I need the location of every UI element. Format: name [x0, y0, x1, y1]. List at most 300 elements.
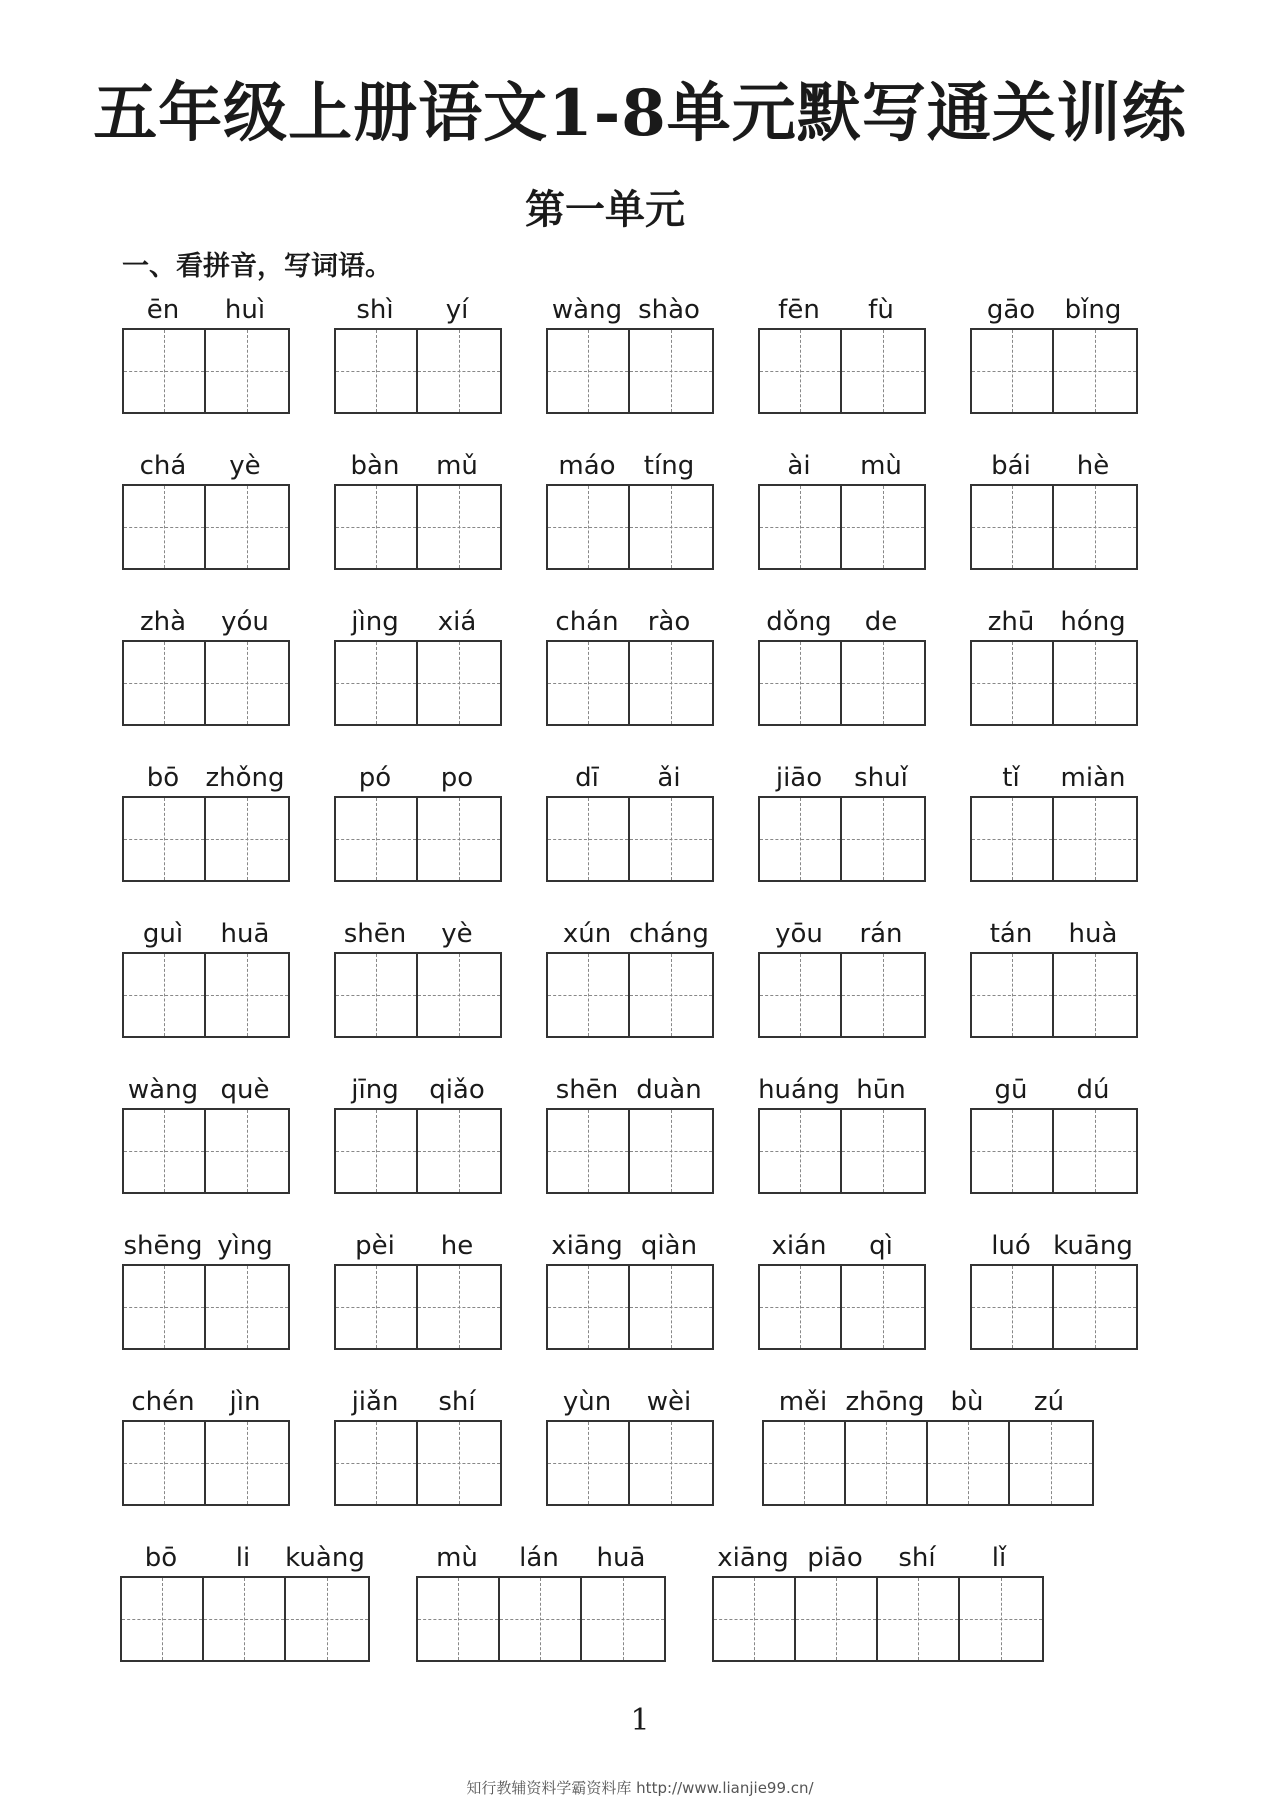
pinyin-syllable: měi: [778, 1387, 828, 1417]
writing-grid: [970, 952, 1138, 1038]
writing-cell[interactable]: [336, 1422, 418, 1504]
pinyin-row: [334, 1228, 498, 1264]
writing-grid: [970, 484, 1138, 570]
pinyin-row: [546, 448, 710, 484]
writing-grid: [546, 640, 714, 726]
pinyin-syllable: rán: [859, 919, 903, 949]
word-item: [546, 1072, 710, 1108]
writing-cell[interactable]: [1054, 1110, 1136, 1192]
writing-cell[interactable]: [1054, 954, 1136, 1036]
pinyin-syllable: pó: [358, 763, 392, 793]
pinyin-row: [334, 448, 498, 484]
pinyin-syllable: ǎi: [657, 763, 681, 793]
writing-cell[interactable]: [124, 798, 206, 880]
writing-cell[interactable]: [206, 954, 288, 1036]
writing-grid: [712, 1576, 1044, 1662]
writing-cell[interactable]: [418, 1422, 500, 1504]
writing-cell[interactable]: [796, 1578, 878, 1660]
pinyin-syllable: fù: [868, 295, 894, 325]
writing-grid: [758, 796, 926, 882]
pinyin-syllable: máo: [558, 451, 616, 481]
writing-cell[interactable]: [842, 486, 924, 568]
word-item: [546, 1384, 710, 1420]
writing-cell[interactable]: [206, 1110, 288, 1192]
pinyin-syllable: bǐng: [1064, 295, 1122, 325]
pinyin-syllable: zú: [1033, 1387, 1065, 1417]
pinyin-row: [970, 1072, 1134, 1108]
word-item: [970, 448, 1134, 484]
pinyin-syllable: wàng: [551, 295, 623, 325]
writing-grid: [546, 1108, 714, 1194]
pinyin-row: [970, 292, 1134, 328]
writing-cell[interactable]: [548, 954, 630, 1036]
pinyin-syllable: xiāng: [717, 1543, 789, 1573]
pinyin-syllable: shì: [356, 295, 394, 325]
writing-cell[interactable]: [204, 1578, 286, 1660]
word-item: [758, 760, 922, 796]
writing-cell[interactable]: [336, 798, 418, 880]
writing-cell[interactable]: [714, 1578, 796, 1660]
writing-cell[interactable]: [630, 1110, 712, 1192]
word-item: [334, 916, 498, 952]
writing-cell[interactable]: [842, 642, 924, 724]
writing-cell[interactable]: [842, 798, 924, 880]
word-item: [122, 1072, 286, 1108]
writing-grid: [546, 1420, 714, 1506]
writing-cell[interactable]: [972, 642, 1054, 724]
word-item: [546, 1228, 710, 1264]
pinyin-row: [334, 292, 498, 328]
pinyin-syllable: bái: [991, 451, 1031, 481]
pinyin-syllable: dī: [575, 763, 599, 793]
writing-cell[interactable]: [972, 1266, 1054, 1348]
pinyin-syllable: kuāng: [1053, 1231, 1133, 1261]
pinyin-syllable: luó: [991, 1231, 1031, 1261]
pinyin-row: [122, 1072, 286, 1108]
writing-cell[interactable]: [760, 642, 842, 724]
writing-cell[interactable]: [418, 1578, 500, 1660]
writing-cell[interactable]: [418, 642, 500, 724]
pinyin-syllable: jiǎn: [351, 1387, 399, 1417]
pinyin-syllable: zhū: [987, 607, 1035, 637]
writing-cell[interactable]: [124, 954, 206, 1036]
writing-cell[interactable]: [206, 486, 288, 568]
writing-grid: [122, 1264, 290, 1350]
pinyin-row: [758, 604, 922, 640]
pinyin-syllable: mù: [436, 1543, 478, 1573]
pinyin-row: [122, 760, 286, 796]
writing-cell[interactable]: [206, 798, 288, 880]
writing-grid: [970, 640, 1138, 726]
word-item: [416, 1540, 662, 1576]
pinyin-row: [122, 448, 286, 484]
writing-grid: [970, 1264, 1138, 1350]
pinyin-row: [546, 604, 710, 640]
word-item: [712, 1540, 1040, 1576]
writing-cell[interactable]: [878, 1578, 960, 1660]
writing-cell[interactable]: [1054, 486, 1136, 568]
pinyin-syllable: cháng: [629, 919, 709, 949]
word-item: [122, 1384, 286, 1420]
word-item: [758, 448, 922, 484]
writing-cell[interactable]: [630, 1422, 712, 1504]
pinyin-syllable: jìn: [229, 1387, 261, 1417]
pinyin-syllable: zhōng: [845, 1387, 925, 1417]
pinyin-row: [758, 916, 922, 952]
word-item: [546, 448, 710, 484]
writing-cell[interactable]: [842, 1110, 924, 1192]
pinyin-syllable: bàn: [350, 451, 400, 481]
writing-grid: [334, 796, 502, 882]
pinyin-syllable: shuǐ: [854, 763, 908, 793]
pinyin-syllable: duàn: [636, 1075, 702, 1105]
word-item: [122, 604, 286, 640]
pinyin-row: [120, 1540, 366, 1576]
pinyin-syllable: hóng: [1060, 607, 1126, 637]
writing-grid: [970, 796, 1138, 882]
pinyin-syllable: bù: [950, 1387, 984, 1417]
word-item: [546, 292, 710, 328]
writing-cell[interactable]: [972, 1110, 1054, 1192]
writing-grid: [416, 1576, 666, 1662]
writing-cell[interactable]: [842, 954, 924, 1036]
pinyin-row: [334, 760, 498, 796]
pinyin-syllable: yè: [229, 451, 261, 481]
writing-cell[interactable]: [760, 486, 842, 568]
writing-cell[interactable]: [846, 1422, 928, 1504]
pinyin-row: [122, 916, 286, 952]
writing-cell[interactable]: [206, 1422, 288, 1504]
word-item: [120, 1540, 366, 1576]
writing-cell[interactable]: [124, 1422, 206, 1504]
pinyin-syllable: yìng: [217, 1231, 273, 1261]
pinyin-syllable: hūn: [856, 1075, 906, 1105]
writing-cell[interactable]: [582, 1578, 664, 1660]
pinyin-row: [546, 1384, 710, 1420]
writing-grid: [758, 1108, 926, 1194]
word-item: [546, 760, 710, 796]
pinyin-syllable: miàn: [1060, 763, 1126, 793]
pinyin-syllable: wèi: [646, 1387, 692, 1417]
writing-grid: [122, 484, 290, 570]
word-item: [970, 1228, 1134, 1264]
writing-cell[interactable]: [418, 1266, 500, 1348]
word-item: [758, 916, 922, 952]
writing-cell[interactable]: [336, 1266, 418, 1348]
writing-cell[interactable]: [336, 486, 418, 568]
pinyin-syllable: chán: [555, 607, 619, 637]
writing-cell[interactable]: [842, 330, 924, 412]
writing-cell[interactable]: [842, 1266, 924, 1348]
word-item: [970, 292, 1134, 328]
writing-grid: [546, 952, 714, 1038]
pinyin-syllable: li: [235, 1543, 251, 1573]
pinyin-row: [758, 760, 922, 796]
writing-grid: [758, 484, 926, 570]
pinyin-syllable: zhǒng: [205, 763, 285, 793]
pinyin-syllable: tíng: [643, 451, 695, 481]
writing-cell[interactable]: [548, 642, 630, 724]
pinyin-syllable: he: [440, 1231, 474, 1261]
writing-cell[interactable]: [1054, 642, 1136, 724]
pinyin-syllable: yóu: [221, 607, 269, 637]
pinyin-row: [758, 1228, 922, 1264]
writing-cell[interactable]: [286, 1578, 368, 1660]
writing-grid: [762, 1420, 1094, 1506]
pinyin-syllable: yè: [441, 919, 473, 949]
pinyin-syllable: lán: [519, 1543, 559, 1573]
word-item: [762, 1384, 1090, 1420]
pinyin-syllable: huā: [220, 919, 270, 949]
pinyin-syllable: jīng: [351, 1075, 399, 1105]
pinyin-syllable: piāo: [807, 1543, 863, 1573]
writing-grid: [334, 1264, 502, 1350]
pinyin-syllable: ài: [787, 451, 811, 481]
word-item: [334, 1228, 498, 1264]
writing-grid: [758, 1264, 926, 1350]
pinyin-syllable: rào: [647, 607, 691, 637]
writing-cell[interactable]: [336, 1110, 418, 1192]
writing-cell[interactable]: [960, 1578, 1042, 1660]
pinyin-row: [546, 1072, 710, 1108]
writing-cell[interactable]: [336, 330, 418, 412]
pinyin-row: [762, 1384, 1090, 1420]
word-item: [122, 760, 286, 796]
page-title: 五年级上册语文1-8单元默写通关训练: [93, 76, 1187, 151]
word-item: [122, 1228, 286, 1264]
pinyin-syllable: shēng: [123, 1231, 203, 1261]
writing-grid: [122, 1420, 290, 1506]
writing-grid: [546, 1264, 714, 1350]
writing-cell[interactable]: [122, 1578, 204, 1660]
pinyin-row: [122, 1384, 286, 1420]
pinyin-row: [970, 760, 1134, 796]
word-item: [758, 1228, 922, 1264]
pinyin-row: [970, 916, 1134, 952]
pinyin-syllable: yí: [445, 295, 469, 325]
pinyin-syllable: qì: [869, 1231, 893, 1261]
pinyin-syllable: chén: [131, 1387, 195, 1417]
pinyin-syllable: tán: [989, 919, 1033, 949]
pinyin-syllable: huáng: [758, 1075, 840, 1105]
pinyin-syllable: què: [220, 1075, 270, 1105]
writing-cell[interactable]: [336, 954, 418, 1036]
word-item: [970, 916, 1134, 952]
pinyin-row: [122, 292, 286, 328]
pinyin-syllable: yùn: [562, 1387, 612, 1417]
writing-cell[interactable]: [548, 798, 630, 880]
word-item: [758, 292, 922, 328]
writing-cell[interactable]: [124, 1266, 206, 1348]
pinyin-syllable: shēn: [343, 919, 407, 949]
pinyin-syllable: wàng: [127, 1075, 199, 1105]
pinyin-syllable: fēn: [778, 295, 820, 325]
word-item: [758, 1072, 922, 1108]
writing-cell[interactable]: [548, 486, 630, 568]
pinyin-row: [122, 604, 286, 640]
writing-grid: [546, 484, 714, 570]
writing-cell[interactable]: [760, 954, 842, 1036]
unit-title: 第一单元: [525, 186, 685, 233]
writing-grid: [122, 328, 290, 414]
writing-cell[interactable]: [1010, 1422, 1092, 1504]
writing-cell[interactable]: [972, 798, 1054, 880]
pinyin-syllable: chá: [139, 451, 187, 481]
writing-grid: [122, 796, 290, 882]
writing-cell[interactable]: [760, 1110, 842, 1192]
writing-grid: [122, 640, 290, 726]
pinyin-syllable: jiāo: [775, 763, 823, 793]
pinyin-syllable: bō: [146, 763, 180, 793]
pinyin-row: [546, 916, 710, 952]
pinyin-syllable: pèi: [355, 1231, 395, 1261]
section-heading: 一、看拼音，写词语。: [122, 251, 392, 282]
pinyin-syllable: hè: [1076, 451, 1110, 481]
writing-cell[interactable]: [206, 1266, 288, 1348]
pinyin-syllable: po: [440, 763, 474, 793]
writing-cell[interactable]: [206, 642, 288, 724]
writing-grid: [546, 796, 714, 882]
page-number: 1: [630, 1703, 650, 1738]
writing-grid: [758, 952, 926, 1038]
writing-grid: [546, 328, 714, 414]
pinyin-row: [546, 1228, 710, 1264]
writing-grid: [122, 1108, 290, 1194]
writing-cell[interactable]: [928, 1422, 1010, 1504]
writing-cell[interactable]: [548, 1422, 630, 1504]
pinyin-syllable: xián: [771, 1231, 827, 1261]
pinyin-syllable: shí: [438, 1387, 476, 1417]
writing-cell[interactable]: [630, 486, 712, 568]
pinyin-syllable: gū: [994, 1075, 1028, 1105]
writing-cell[interactable]: [418, 798, 500, 880]
writing-cell[interactable]: [418, 954, 500, 1036]
pinyin-syllable: qiǎo: [429, 1075, 485, 1105]
writing-grid: [970, 328, 1138, 414]
pinyin-syllable: shào: [638, 295, 700, 325]
writing-cell[interactable]: [630, 330, 712, 412]
writing-cell[interactable]: [124, 1110, 206, 1192]
word-item: [970, 604, 1134, 640]
writing-cell[interactable]: [972, 954, 1054, 1036]
writing-cell[interactable]: [206, 330, 288, 412]
writing-cell[interactable]: [1054, 798, 1136, 880]
pinyin-row: [970, 448, 1134, 484]
writing-grid: [334, 484, 502, 570]
footer-watermark: 知行教辅资料学霸资料库 http://www.lianjie99.cn/: [466, 1779, 814, 1797]
word-item: [334, 760, 498, 796]
writing-cell[interactable]: [760, 330, 842, 412]
pinyin-syllable: bō: [144, 1543, 178, 1573]
writing-cell[interactable]: [630, 1266, 712, 1348]
writing-grid: [122, 952, 290, 1038]
pinyin-row: [416, 1540, 662, 1576]
pinyin-row: [712, 1540, 1040, 1576]
pinyin-syllable: xiāng: [551, 1231, 623, 1261]
pinyin-row: [970, 604, 1134, 640]
pinyin-syllable: kuàng: [285, 1543, 365, 1573]
writing-cell[interactable]: [630, 954, 712, 1036]
pinyin-row: [546, 292, 710, 328]
writing-grid: [334, 328, 502, 414]
pinyin-syllable: dú: [1076, 1075, 1110, 1105]
pinyin-syllable: shēn: [555, 1075, 619, 1105]
pinyin-syllable: shí: [898, 1543, 936, 1573]
pinyin-syllable: gāo: [986, 295, 1036, 325]
writing-cell[interactable]: [500, 1578, 582, 1660]
writing-grid: [334, 1420, 502, 1506]
writing-cell[interactable]: [1054, 330, 1136, 412]
pinyin-syllable: huà: [1068, 919, 1118, 949]
writing-cell[interactable]: [548, 1110, 630, 1192]
writing-cell[interactable]: [972, 330, 1054, 412]
writing-cell[interactable]: [124, 486, 206, 568]
pinyin-syllable: mǔ: [436, 451, 478, 481]
writing-cell[interactable]: [1054, 1266, 1136, 1348]
pinyin-syllable: jìng: [351, 607, 399, 637]
writing-cell[interactable]: [124, 642, 206, 724]
writing-grid: [334, 640, 502, 726]
pinyin-syllable: mù: [860, 451, 902, 481]
word-item: [122, 448, 286, 484]
word-item: [334, 448, 498, 484]
writing-cell[interactable]: [764, 1422, 846, 1504]
writing-cell[interactable]: [418, 1110, 500, 1192]
writing-cell[interactable]: [548, 1266, 630, 1348]
pinyin-syllable: guì: [142, 919, 184, 949]
writing-grid: [758, 328, 926, 414]
word-item: [334, 1384, 498, 1420]
pinyin-syllable: huì: [224, 295, 266, 325]
pinyin-syllable: xún: [562, 919, 612, 949]
word-item: [122, 292, 286, 328]
pinyin-row: [334, 604, 498, 640]
pinyin-row: [334, 1384, 498, 1420]
writing-cell[interactable]: [760, 1266, 842, 1348]
pinyin-syllable: ēn: [146, 295, 180, 325]
pinyin-syllable: dǒng: [766, 607, 832, 637]
pinyin-row: [758, 448, 922, 484]
word-item: [970, 760, 1134, 796]
writing-cell[interactable]: [548, 330, 630, 412]
word-item: [758, 604, 922, 640]
writing-cell[interactable]: [418, 486, 500, 568]
pinyin-syllable: huā: [596, 1543, 646, 1573]
pinyin-row: [122, 1228, 286, 1264]
word-item: [546, 916, 710, 952]
writing-cell[interactable]: [630, 798, 712, 880]
pinyin-row: [334, 1072, 498, 1108]
pinyin-syllable: tǐ: [1002, 763, 1020, 793]
word-item: [122, 916, 286, 952]
pinyin-syllable: qiàn: [640, 1231, 698, 1261]
pinyin-row: [758, 292, 922, 328]
pinyin-syllable: zhà: [139, 607, 187, 637]
word-item: [334, 604, 498, 640]
pinyin-row: [970, 1228, 1134, 1264]
pinyin-row: [758, 1072, 922, 1108]
writing-cell[interactable]: [972, 486, 1054, 568]
writing-cell[interactable]: [418, 330, 500, 412]
writing-cell[interactable]: [336, 642, 418, 724]
writing-cell[interactable]: [124, 330, 206, 412]
writing-cell[interactable]: [760, 798, 842, 880]
writing-cell[interactable]: [630, 642, 712, 724]
pinyin-syllable: lǐ: [991, 1543, 1007, 1573]
pinyin-syllable: xiá: [437, 607, 477, 637]
writing-grid: [334, 952, 502, 1038]
word-item: [970, 1072, 1134, 1108]
